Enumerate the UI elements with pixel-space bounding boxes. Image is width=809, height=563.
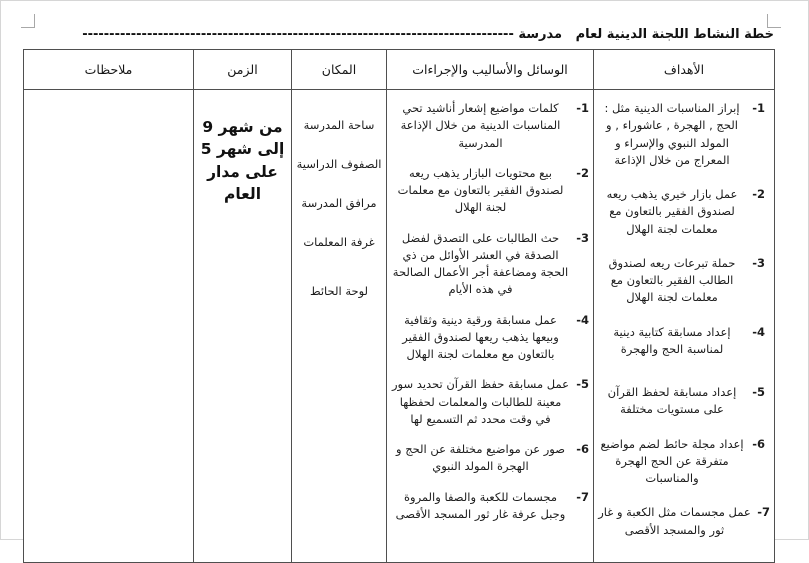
- means-item: [391, 376, 589, 428]
- item-text: إعداد مجلة حائط لضم مواضيع متفرقة عن الحج الهجرة والمناسبات: [600, 436, 744, 485]
- text-boundary-corner-left: [21, 14, 35, 28]
- item-text: عمل مسابقة حفظ القرآن تحديد سور معينة للطالبات والمعلمات لحفظها في وقت محدد ثم التسميع لها: [392, 377, 569, 426]
- place-item: ساحة المدرسة: [303, 118, 375, 132]
- time-line: العام: [223, 185, 262, 204]
- objective-item: [598, 255, 770, 307]
- item-text: إبراز المناسبات الدينية مثل : الحج , الهجرة , عاشوراء , و المولد النبوي والإسراء و المعراج من خلال الإذاعة: [604, 101, 740, 167]
- objective-item: [598, 504, 770, 539]
- place-item: مرافق المدرسة: [301, 196, 377, 210]
- means-item: [391, 165, 589, 217]
- item-number: 3-: [752, 255, 765, 270]
- means-item: [391, 441, 589, 476]
- place-cell: [292, 90, 387, 563]
- objective-item: [598, 100, 770, 169]
- document-title: [21, 27, 774, 42]
- item-number: 1-: [576, 101, 589, 115]
- item-number: 1-: [752, 101, 765, 115]
- body-row: [24, 90, 775, 563]
- item-number: 7-: [757, 505, 770, 520]
- time-line: من شهر 9: [202, 118, 283, 136]
- activity-plan-table: [23, 49, 775, 563]
- title-blank-dashes: --------------------------------------------------------------------------------: [82, 27, 514, 42]
- item-text: عمل مسابقة ورقية دينية وثقافية وبيعها يذهب ريعها لصندوق الفقير بالتعاون مع معلمات لجنة الهلال: [402, 312, 559, 361]
- time-line: إلى شهر 5: [200, 140, 285, 159]
- text-boundary-corner-right: [767, 14, 781, 28]
- notes-empty-area: [24, 90, 193, 126]
- item-text: حملة تبرعات ريعه لصندوق الطالب الفقير بالتعاون مع معلمات لجنة الهلال: [608, 255, 736, 305]
- item-text: عمل مجسمات مثل الكعبة و غار ثور والمسجد الأقصى: [598, 505, 751, 537]
- item-number: 2-: [752, 187, 765, 201]
- item-number: 4-: [752, 324, 765, 339]
- objective-item: [598, 436, 770, 488]
- item-number: 4-: [576, 312, 589, 327]
- place-item: الصفوف الدراسية: [296, 157, 382, 171]
- item-text: إعداد مسابقة كتابية دينية لمناسبة الحج والهجرة: [613, 324, 731, 356]
- item-text: صور عن مواضيع مختلفة عن الحج و الهجرة المولد النبوي: [395, 442, 566, 474]
- means-item: [391, 489, 589, 524]
- item-text: مجسمات للكعبة والصفا والمروة وجبل عرفة غار ثور المسجد الأقصى: [395, 489, 566, 521]
- item-text: عمل بازار خيري يذهب ريعه لصندوق الفقير بالتعاون مع معلمات لجنة الهلال: [606, 187, 738, 236]
- objective-item: [598, 186, 770, 238]
- means-item: [391, 312, 589, 364]
- objectives-cell: [594, 90, 775, 563]
- item-text: حث الطالبات على التصدق لفضل الصدقة في العشر الأوائل من ذي الحجة ومضاعفة أجر الأعمال الصالحة في هذه الأيام: [392, 230, 569, 297]
- objective-item: [598, 384, 770, 419]
- place-item: لوحة الحائط: [309, 284, 369, 298]
- column-header-notes: ملاحظات: [24, 50, 194, 90]
- item-number: 2-: [576, 165, 589, 180]
- column-header-objectives: الأهداف: [594, 50, 775, 90]
- column-header-place: المكان: [292, 50, 387, 90]
- item-number: 7-: [576, 489, 589, 504]
- column-header-time: الزمن: [194, 50, 292, 90]
- item-number: 5-: [752, 385, 765, 399]
- item-text: كلمات مواضيع إشعار أناشيد تحي المناسبات الدينية من خلال الإذاعة المدرسية: [400, 101, 561, 150]
- column-header-means: الوسائل والأساليب والإجراءات: [387, 50, 594, 90]
- time-line: على مدار: [207, 162, 278, 181]
- means-cell: [387, 90, 594, 563]
- means-item: [391, 100, 589, 152]
- time-cell: [194, 90, 292, 563]
- notes-cell: [24, 90, 194, 563]
- item-number: 3-: [576, 230, 589, 245]
- means-item: [391, 230, 589, 299]
- document-title-text: خطة النشاط اللجنة الدينية لعام مدرسة: [513, 27, 774, 42]
- item-number: 6-: [576, 442, 589, 456]
- item-text: بيع محتويات البازار يذهب ريعه لصندوق الفقير بالتعاون مع معلمات لجنة الهلال: [397, 165, 564, 215]
- objective-item: [598, 324, 770, 359]
- item-number: 5-: [576, 377, 589, 392]
- place-item: غرفة المعلمات: [303, 235, 375, 249]
- item-text: إعداد مسابقة لحفظ القرآن على مستويات مختلفة: [607, 385, 737, 417]
- item-number: 6-: [752, 436, 765, 451]
- header-row: [24, 50, 775, 90]
